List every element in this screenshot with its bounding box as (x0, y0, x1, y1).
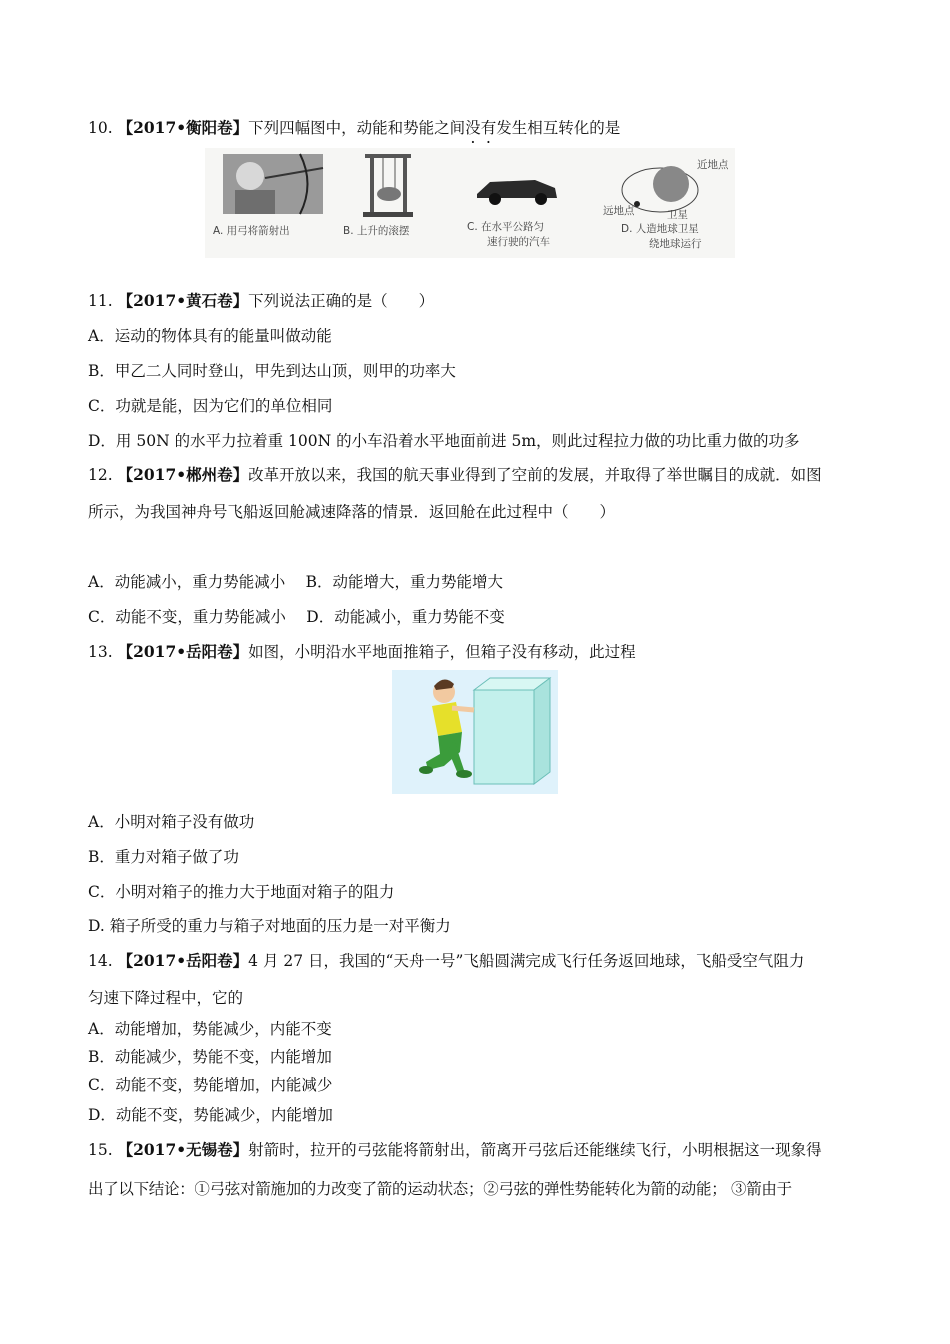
q14-option-c: C．动能不变，势能增加，内能减少 (88, 1076, 333, 1094)
q13-source: 【2017•岳阳卷】 (117, 642, 249, 661)
caption-d1: D. 人造地球卫星 (621, 223, 699, 235)
pendulum-post-left (370, 156, 374, 214)
caption-b: B. 上升的滚摆 (343, 225, 410, 237)
boy-shoe-back (419, 766, 433, 774)
q12-source: 【2017•郴州卷】 (117, 465, 249, 484)
q13-number: 13. (88, 643, 113, 661)
q10-figure (205, 148, 735, 258)
q14-number: 14. (88, 952, 113, 970)
q12-number: 12. (88, 466, 113, 484)
q15-number: 15. (88, 1141, 113, 1159)
q13-figure (392, 670, 558, 794)
q11-number: 11. (88, 292, 113, 310)
boy-shoe-front (456, 770, 472, 778)
car-wheel-rear (535, 193, 547, 205)
q12-options-row2: C．动能不变，重力势能减小 D．动能减小，重力势能不变 (88, 608, 505, 626)
q12-stem (88, 463, 822, 485)
earth (653, 166, 689, 202)
q13-option-c: C．小明对箱子的推力大于地面对箱子的阻力 (88, 883, 395, 901)
label-far: 远地点 (603, 205, 635, 217)
q15-stem-line2: 出了以下结论：①弓弦对箭施加的力改变了箭的运动状态；②弓弦的弹性势能转化为箭的动能； ③箭由于 (88, 1180, 792, 1198)
q11-source: 【2017•黄石卷】 (117, 291, 249, 310)
q13-option-d: D. 箱子所受的重力与箱子对地面的压力是一对平衡力 (88, 917, 451, 935)
wheel (377, 187, 401, 201)
archer-body (235, 190, 275, 214)
archer-head (236, 162, 264, 190)
label-near: 近地点 (697, 159, 729, 171)
q13-option-a: A．小明对箱子没有做功 (88, 813, 255, 831)
q14-option-a: A．动能增加，势能减少，内能不变 (88, 1020, 332, 1038)
car-wheel-front (489, 193, 501, 205)
caption-a: A. 用弓将箭射出 (213, 225, 290, 237)
label-sat: 卫星 (667, 209, 688, 221)
q11-stem (88, 289, 434, 311)
box-front (474, 690, 534, 784)
q10-stem-dot2: 有 (480, 119, 497, 137)
q14-option-d: D．动能不变，势能减少，内能增加 (88, 1106, 333, 1124)
q11-option-c: C．功就是能，因为它们的单位相同 (88, 397, 333, 415)
q14-stem (88, 949, 804, 971)
pendulum-post-right (403, 156, 407, 214)
q11-option-a: A．运动的物体具有的能量叫做动能 (88, 327, 332, 345)
q14-stem-text1: 4 月 27 日，我国的“天舟一号”飞船圆满完成飞行任务返回地球，飞船受空气阻力 (248, 952, 805, 970)
boy-arm (452, 708, 474, 710)
caption-d2: 绕地球运行 (649, 238, 702, 250)
q10-stem-post: 发生相互转化的是 (496, 119, 621, 137)
q13-figure-drawing (392, 670, 558, 794)
caption-c1: C. 在水平公路匀 (467, 221, 545, 233)
q13-option-b: B．重力对箱子做了功 (88, 848, 239, 866)
pendulum-bar (365, 154, 411, 158)
q10-number: 10. (88, 119, 113, 137)
q11-stem-text: 下列说法正确的是（ ） (248, 292, 435, 310)
q13-stem (88, 640, 636, 662)
q15-stem (88, 1138, 822, 1160)
q12-stem-line2: 所示，为我国神舟号飞船返回舱减速降落的情景．返回舱在此过程中（ ） (88, 503, 616, 521)
q14-option-b: B．动能减少，势能不变，内能增加 (88, 1048, 332, 1066)
q15-stem-text1: 射箭时，拉开的弓弦能将箭射出，箭离开弓弦后还能继续飞行，小明根据这一现象得 (248, 1141, 822, 1159)
q10-stem (88, 116, 620, 138)
caption-c2: 速行驶的汽车 (487, 236, 550, 248)
q15-source: 【2017•无锡卷】 (117, 1140, 249, 1159)
q13-stem-text: 如图，小明沿水平地面推箱子，但箱子没有移动，此过程 (248, 643, 636, 661)
q14-stem-line2: 匀速下降过程中，它的 (88, 989, 244, 1007)
q11-option-b: B．甲乙二人同时登山，甲先到达山顶，则甲的功率大 (88, 362, 456, 380)
q12-stem-text1: 改革开放以来，我国的航天事业得到了空前的发展，并取得了举世瞩目的成就．如图 (248, 466, 822, 484)
q10-stem-dot1: 没 (465, 119, 481, 137)
q10-stem-pre: 下列四幅图中，动能和势能之间 (248, 119, 466, 137)
q14-source: 【2017•岳阳卷】 (117, 951, 249, 970)
q10-source: 【2017•衡阳卷】 (117, 118, 249, 137)
box-side (534, 678, 550, 784)
pendulum-base (363, 212, 413, 217)
q12-options-row1: A．动能减小，重力势能减小 B．动能增大，重力势能增大 (88, 573, 504, 591)
q11-option-d: D．用 50N 的水平力拉着重 100N 的小车沿着水平地面前进 5m，则此过程拉力做的功比重力做的功多 (88, 432, 800, 450)
